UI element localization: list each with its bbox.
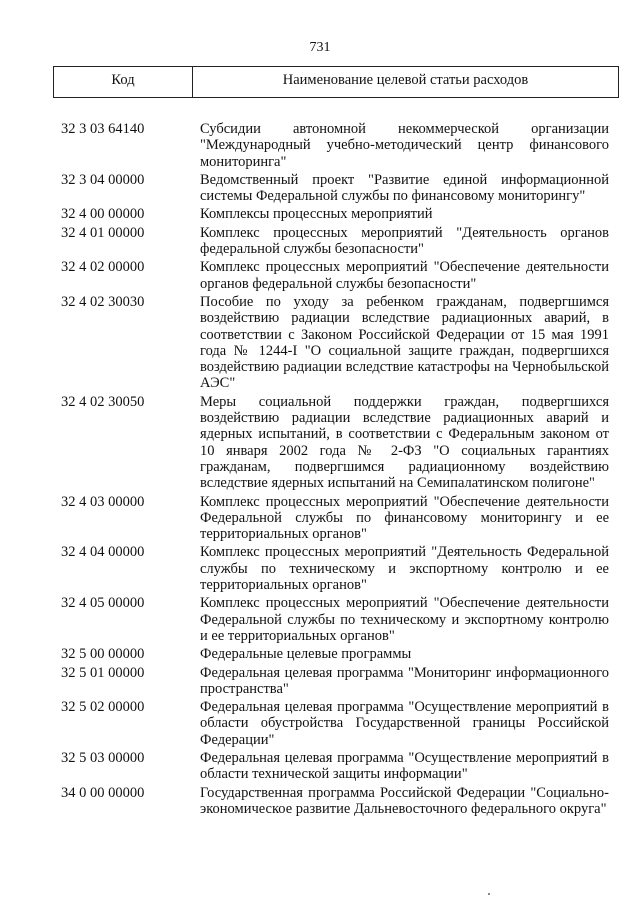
table-row	[61, 172, 609, 205]
column-header-code: Код	[54, 67, 193, 97]
row-code: 32 4 05 00000	[61, 595, 145, 612]
row-code: 32 5 01 00000	[61, 664, 145, 681]
table-row	[61, 259, 609, 292]
row-name: Федеральные целевые программы	[200, 646, 412, 663]
row-name: Меры социальной поддержки граждан, подвергшихся воздействию радиации вследствие радиационных аварий и ядерных испытаний, в соответствии с Федеральным законом от 10 января 2002 года № 2-ФЗ "О социальных гарантиях гражданам, подвергшимся радиационному воздействию вследствие ядерных испытаний на Семипалатинском полигоне"	[200, 393, 609, 492]
row-name: Пособие по уходу за ребенком гражданам, подвергшимся воздействию радиации вследствие радиационных аварий, в соответствии с Законом Российской Федерации от 15 мая 1991 года № 1244-I "О социальной защите граждан, подвергшихся воздействию радиации вследствие катастрофы на Чернобыльской АЭС"	[200, 293, 609, 392]
row-name: Комплекс процессных мероприятий "Деятельность Федеральной службы по техническому и экспортному контролю и ее территориальных органов"	[200, 544, 609, 594]
row-code: 32 4 03 00000	[61, 493, 145, 510]
table-row	[61, 750, 609, 783]
table-row	[61, 665, 609, 698]
row-code: 32 4 00 00000	[61, 206, 145, 223]
table-row	[61, 394, 609, 492]
row-name: Государственная программа Российской Федерации "Социально-экономическое развитие Дальневосточного федерального округа"	[200, 784, 609, 817]
table-row	[61, 206, 609, 222]
row-name: Федеральная целевая программа "Осуществление мероприятий в области обустройства Государственной границы Российской Федерации"	[200, 699, 609, 748]
row-name: Комплексы процессных мероприятий	[200, 206, 433, 223]
row-code: 32 4 04 00000	[61, 544, 145, 561]
row-name: Комплекс процессных мероприятий "Обеспечение деятельности Федеральной службы по техническому и экспортному контролю и ее территориальных органов"	[200, 595, 609, 644]
table-row	[61, 294, 609, 392]
row-code: 32 5 00 00000	[61, 646, 145, 663]
row-code: 32 3 04 00000	[61, 171, 145, 188]
table-row	[61, 699, 609, 748]
table-row	[61, 494, 609, 543]
row-code: 32 4 02 30050	[61, 393, 145, 410]
table-row	[61, 121, 609, 170]
row-code: 32 3 03 64140	[61, 121, 145, 137]
row-name: Комплекс процессных мероприятий "Деятельность органов федеральной службы безопасности"	[200, 224, 609, 258]
table-row	[61, 544, 609, 593]
scan-speck	[488, 893, 490, 895]
row-code: 32 4 02 00000	[61, 259, 145, 276]
row-name: Комплекс процессных мероприятий "Обеспечение деятельности Федеральной службы по финансовому мониторингу и ее территориальных органов"	[200, 493, 609, 543]
row-name: Федеральная целевая программа "Мониторинг информационного пространства"	[200, 664, 609, 697]
table-row	[61, 785, 609, 818]
row-code: 32 4 02 30030	[61, 293, 145, 310]
table-row	[61, 646, 609, 662]
page-number: 731	[309, 40, 331, 55]
budget-items-list	[61, 121, 609, 819]
row-name: Ведомственный проект "Развитие единой информационной системы Федеральной службы по финансовому мониторингу"	[200, 171, 609, 205]
row-name: Субсидии автономной некоммерческой организации "Международный учебно-методический центр финансового мониторинга"	[200, 121, 609, 170]
table-row	[61, 225, 609, 258]
column-header-name: Наименование целевой статьи расходов	[282, 72, 529, 88]
row-code: 32 5 02 00000	[61, 699, 145, 716]
row-name: Комплекс процессных мероприятий "Обеспечение деятельности органов федеральной службы безопасности"	[200, 259, 609, 292]
table-header	[53, 66, 619, 98]
row-code: 32 5 03 00000	[61, 749, 145, 766]
row-code: 32 4 01 00000	[61, 224, 145, 241]
row-name: Федеральная целевая программа "Осуществление мероприятий в области технической защиты информации"	[200, 749, 609, 783]
row-code: 34 0 00 00000	[61, 784, 145, 801]
table-row	[61, 595, 609, 644]
